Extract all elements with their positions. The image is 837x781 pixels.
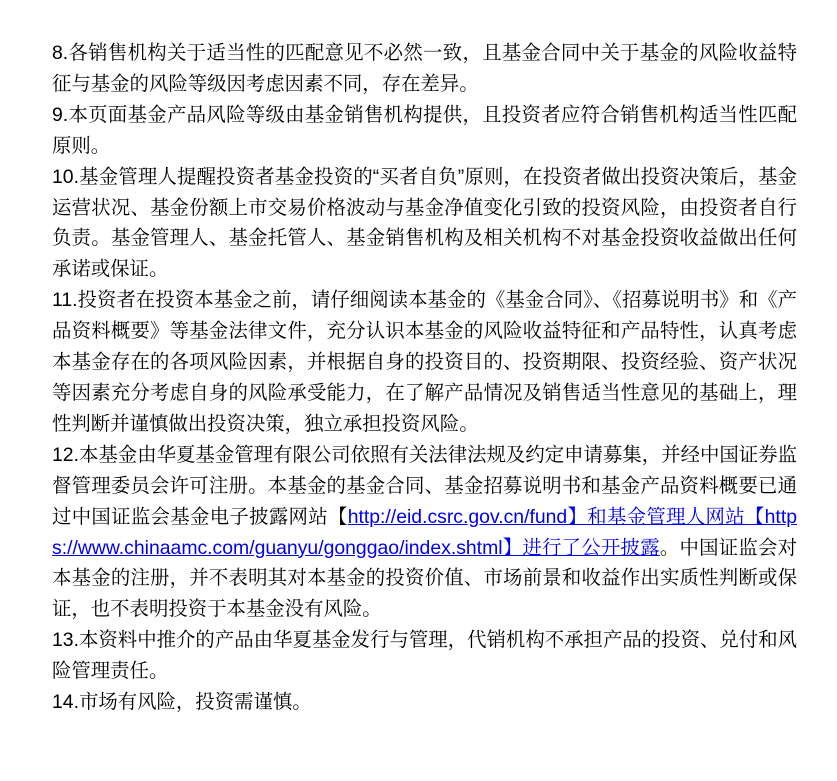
item-12-text-before: 12.本基金由华夏基金管理有限公司依照有关法律法规及约定申请募集，并经中国证券监督管理委员会许可注册。本基金的基金合同、基金招募说明书和基金产品资料概要已通过中国证监会基金电子披露网站【 <box>52 443 797 528</box>
disclosure-item-12 <box>52 440 797 625</box>
disclosure-item-11: 11.投资者在投资本基金之前，请仔细阅读本基金的《基金合同》、《招募说明书》和《产品资料概要》等基金法律文件，充分认识本基金的风险收益特征和产品特性，认真考虑本基金存在的各项风险因素，并根据自身的投资目的、投资期限、投资经验、资产状况等因素充分考虑自身的风险承受能力，在了解产品情况及销售适当性意见的基础上，理性判断并谨慎做出投资决策，独立承担投资风险。 <box>52 289 797 435</box>
disclosure-item-9: 9.本页面基金产品风险等级由基金销售机构提供，且投资者应符合销售机构适当性匹配原则。 <box>52 103 797 157</box>
risk-disclosure-document <box>52 38 797 718</box>
disclosure-item-8: 8.各销售机构关于适当性的匹配意见不必然一致，且基金合同中关于基金的风险收益特征与基金的风险等级因考虑因素不同，存在差异。 <box>52 42 797 95</box>
item-12-text-after: 。中国证监会对本基金的注册，并不表明其对本基金的投资价值、市场前景和收益作出实质性判断或保证，也不表明投资于本基金没有风险。 <box>52 536 798 621</box>
disclosure-website-link[interactable]: http://eid.csrc.gov.cn/fund】和基金管理人网站【https://www.chinaamc.com/guanyu/gonggao/index.shtml】进行了公开披露 <box>52 505 797 559</box>
disclosure-item-13: 13.本资料中推介的产品由华夏基金发行与管理，代销机构不承担产品的投资、兑付和风险管理责任。 <box>52 629 797 683</box>
disclosure-item-14: 14.市场有风险，投资需谨慎。 <box>52 691 312 714</box>
disclosure-item-10: 10.基金管理人提醒投资者基金投资的“买者自负”原则，在投资者做出投资决策后，基金运营状况、基金份额上市交易价格波动与基金净值变化引致的投资风险，由投资者自行负责。基金管理人、基金托管人、基金销售机构及相关机构不对基金投资收益做出任何承诺或保证。 <box>52 165 797 281</box>
